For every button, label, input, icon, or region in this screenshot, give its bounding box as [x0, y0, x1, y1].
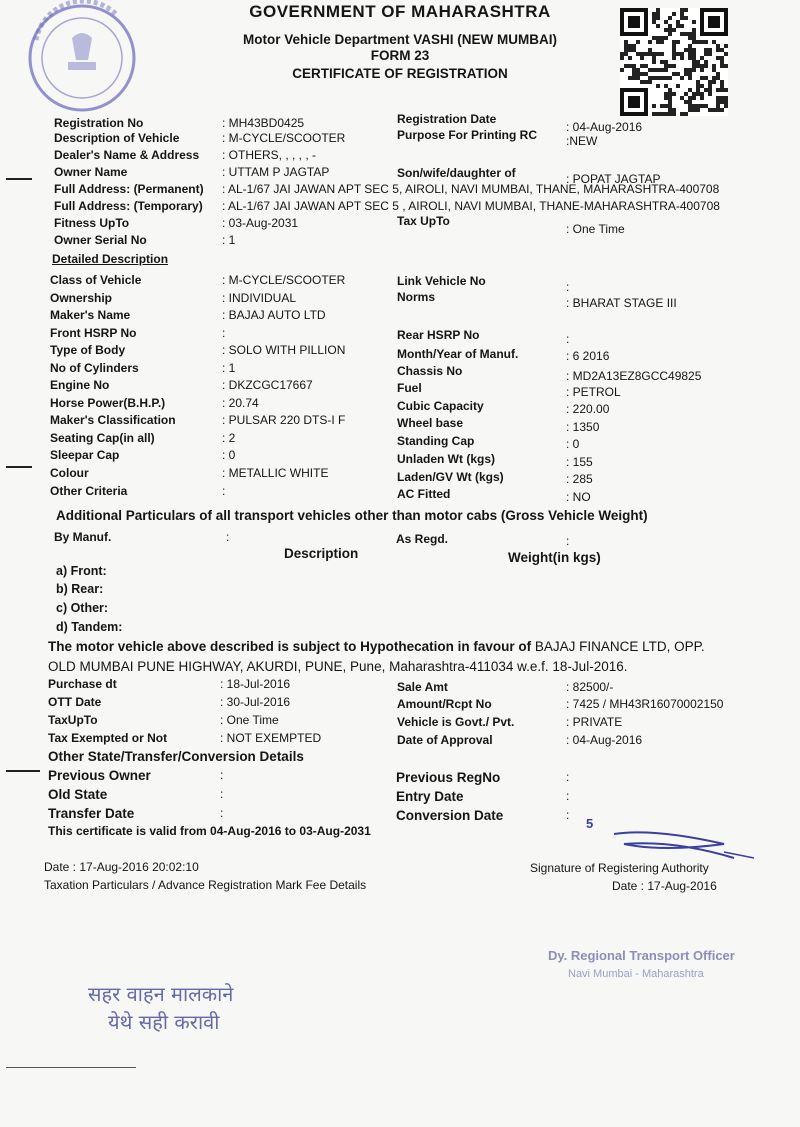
purchase-field-value: : One Time: [220, 713, 279, 727]
detail-field-right-label: Unladen Wt (kgs): [397, 452, 495, 466]
signature-mark: 5: [586, 816, 594, 831]
by-manuf-label: By Manuf.: [54, 530, 112, 544]
registration-field-value: : UTTAM P JAGTAP: [222, 165, 330, 179]
detail-field-right-label: Chassis No: [397, 364, 463, 378]
signature-label: Signature of Registering Authority: [530, 861, 709, 875]
hypothecation-statement: The motor vehicle above described is subject to Hypothecation in favour of: [48, 639, 532, 654]
detail-field-right-value: : 0: [566, 437, 580, 451]
detailed-description-heading: Detailed Description: [52, 252, 169, 266]
page-title: GOVERNMENT OF MAHARASHTRA: [249, 2, 551, 21]
transfer-field-label: Previous Owner: [48, 768, 151, 783]
purchase-field-right-label: Date of Approval: [397, 733, 493, 747]
detail-field-label: Seating Cap(in all): [50, 431, 155, 445]
registration-field-right-value: : POPAT JAGTAP: [566, 172, 661, 186]
margin-mark: [6, 770, 40, 772]
validity-statement: This certificate is valid from 04-Aug-2016 to 03-Aug-2031: [48, 824, 371, 838]
detail-field-label: Horse Power(B.H.P.): [50, 396, 166, 410]
transfer-field-right-label: Conversion Date: [396, 808, 504, 823]
detail-field-right-value: : 1350: [566, 420, 600, 434]
registration-field-right-value: :NEW: [566, 134, 598, 148]
purchase-field-right-value: : 82500/-: [566, 680, 614, 694]
purchase-field-label: Purchase dt: [48, 677, 117, 691]
taxation-particulars: Taxation Particulars / Advance Registration Mark Fee Details: [44, 878, 367, 892]
detail-field-label: Front HSRP No: [50, 326, 137, 340]
detail-field-right-value: : MD2A13EZ8GCC49825: [566, 369, 702, 383]
registration-field-right-value: : 04-Aug-2016: [566, 120, 643, 134]
form-number: FORM 23: [370, 48, 430, 63]
registration-field-value: : 03-Aug-2031: [222, 216, 299, 230]
detail-field-label: Sleepar Cap: [50, 448, 120, 462]
financier-name: BAJAJ FINANCE LTD, OPP.: [531, 639, 705, 654]
detail-field-label: Engine No: [50, 378, 110, 392]
detail-field-label: Ownership: [50, 291, 113, 305]
government-seal-icon: [20, 0, 140, 120]
detail-field-value: :: [222, 484, 226, 498]
detail-field-value: : 2: [222, 431, 236, 445]
print-date: Date : 17-Aug-2016 20:02:10: [44, 860, 199, 874]
as-regd-label: As Regd.: [396, 532, 449, 546]
transfer-field-right-value: :: [566, 789, 570, 803]
transfer-details-heading: Other State/Transfer/Conversion Details: [48, 749, 304, 764]
transfer-field-value: :: [220, 806, 224, 820]
hindi-instruction-line-2: येथे सही करावी: [108, 1010, 220, 1034]
detail-field-right-label: Standing Cap: [397, 434, 475, 448]
detail-field-right-label: Wheel base: [397, 416, 464, 430]
purchase-field-right-value: : 04-Aug-2016: [566, 733, 643, 747]
registration-field-label: Full Address: (Temporary): [54, 199, 203, 213]
detail-field-right-value: : 285: [566, 472, 593, 486]
purchase-field-value: : 30-Jul-2016: [220, 695, 291, 709]
registration-field-right-label: Purpose For Printing RC: [397, 128, 538, 142]
detail-field-label: Class of Vehicle: [50, 273, 142, 287]
detail-field-right-value: :: [566, 280, 570, 294]
registration-field-label: Full Address: (Permanent): [54, 182, 204, 196]
purchase-field-right-label: Vehicle is Govt./ Pvt.: [397, 715, 515, 729]
qr-code-icon: [620, 8, 728, 116]
detail-field-value: : BAJAJ AUTO LTD: [222, 308, 326, 322]
purchase-field-right-label: Amount/Rcpt No: [397, 697, 492, 711]
axle-front: a) Front:: [56, 564, 107, 578]
detail-field-right-value: : NO: [566, 490, 591, 504]
detail-field-value: :: [222, 326, 226, 340]
registration-field-value: : MH43BD0425: [222, 116, 305, 130]
axle-rear: b) Rear:: [56, 582, 104, 596]
detail-field-label: Other Criteria: [50, 484, 128, 498]
detail-field-right-value: : 155: [566, 455, 593, 469]
detail-field-right-label: Laden/GV Wt (kgs): [397, 470, 504, 484]
registration-field-right-label: Son/wife/daughter of: [397, 166, 516, 180]
certificate-title: CERTIFICATE OF REGISTRATION: [292, 66, 508, 81]
margin-mark: [6, 1067, 136, 1068]
registration-field-label: Description of Vehicle: [54, 131, 180, 145]
detail-field-value: : 0: [222, 448, 236, 462]
detail-field-right-value: :: [566, 332, 570, 346]
description-column-heading: Description: [284, 546, 359, 561]
transfer-field-right-label: Previous RegNo: [396, 770, 501, 785]
registration-field-label: Fitness UpTo: [54, 216, 130, 230]
detail-field-label: Type of Body: [50, 343, 126, 357]
detail-field-value: : METALLIC WHITE: [222, 466, 329, 480]
margin-mark: [6, 466, 32, 468]
detail-field-value: : INDIVIDUAL: [222, 291, 297, 305]
registration-field-label: Owner Name: [54, 165, 128, 179]
purchase-field-right-value: : PRIVATE: [566, 715, 623, 729]
purchase-field-label: OTT Date: [48, 695, 102, 709]
office-stamp-line-2: Navi Mumbai - Maharashtra: [568, 968, 704, 980]
transfer-field-right-label: Entry Date: [396, 789, 464, 804]
weight-column-heading: Weight(in kgs): [508, 550, 601, 565]
detail-field-label: Maker's Classification: [50, 413, 176, 427]
axle-other: c) Other:: [56, 601, 109, 615]
registration-field-value: : M-CYCLE/SCOOTER: [222, 131, 346, 145]
registration-field-right-label: Tax UpTo: [397, 214, 450, 228]
transfer-field-right-value: :: [566, 770, 570, 784]
detail-field-right-value: : BHARAT STAGE III: [566, 296, 677, 310]
hindi-instruction-line-1: सहर वाहन मालकाने: [88, 982, 234, 1006]
detail-field-right-label: Fuel: [397, 381, 422, 395]
detail-field-label: No of Cylinders: [50, 361, 139, 375]
purchase-field-right-label: Sale Amt: [397, 680, 448, 694]
detail-field-value: : PULSAR 220 DTS-I F: [222, 413, 346, 427]
detail-field-right-label: Cubic Capacity: [397, 399, 484, 413]
transfer-field-value: :: [220, 787, 224, 801]
purchase-field-right-value: : 7425 / MH43R16070002150: [566, 697, 724, 711]
registration-field-label: Owner Serial No: [54, 233, 147, 247]
detail-field-label: Maker's Name: [50, 308, 131, 322]
detail-field-value: : M-CYCLE/SCOOTER: [222, 273, 346, 287]
registration-field-value: : OTHERS, , , , , -: [222, 148, 317, 162]
hypothecation-line-1: [48, 639, 705, 654]
detail-field-right-label: Rear HSRP No: [397, 328, 480, 342]
registration-field-value: : AL-1/67 JAI JAWAN APT SEC 5 , AIROLI, NAVI MUMBAI, THANE-MAHARASHTRA-400708: [222, 199, 720, 213]
detail-field-right-label: AC Fitted: [397, 487, 451, 501]
transfer-field-right-value: :: [566, 808, 570, 822]
detail-field-value: : 20.74: [222, 396, 259, 410]
registration-field-label: Registration No: [54, 116, 144, 130]
transfer-field-label: Old State: [48, 787, 108, 802]
detail-field-value: : SOLO WITH PILLION: [222, 343, 346, 357]
detail-field-right-label: Norms: [397, 290, 436, 304]
detail-field-right-label: Link Vehicle No: [397, 274, 486, 288]
registration-field-value: : AL-1/67 JAI JAWAN APT SEC 5, AIROLI, NAVI MUMBAI, THANE, MAHARASHTRA-400708: [222, 182, 720, 196]
as-regd-colon: :: [566, 534, 570, 548]
detail-field-value: : 1: [222, 361, 236, 375]
detail-field-value: : DKZCGC17667: [222, 378, 313, 392]
purchase-field-label: Tax Exempted or Not: [48, 731, 168, 745]
detail-field-right-value: : 6 2016: [566, 349, 610, 363]
registration-field-value: : 1: [222, 233, 236, 247]
axle-tandem: d) Tandem:: [56, 620, 123, 634]
detail-field-label: Colour: [50, 466, 89, 480]
by-manuf-colon: :: [226, 530, 230, 544]
purchase-field-label: TaxUpTo: [48, 713, 98, 727]
detail-field-right-label: Month/Year of Manuf.: [397, 347, 519, 361]
transfer-field-value: :: [220, 768, 224, 782]
purchase-field-value: : NOT EXEMPTED: [220, 731, 322, 745]
registration-field-right-label: Registration Date: [397, 112, 497, 126]
additional-particulars-heading: Additional Particulars of all transport vehicles other than motor cabs (Gross Vehicle Weight): [56, 508, 648, 523]
transfer-field-label: Transfer Date: [48, 806, 135, 821]
detail-field-right-value: : PETROL: [566, 385, 621, 399]
margin-mark: [6, 178, 32, 180]
department-title: Motor Vehicle Department VASHI (NEW MUMBAI): [242, 32, 558, 47]
registration-field-label: Dealer's Name & Address: [54, 148, 200, 162]
registration-field-right-value: : One Time: [566, 222, 625, 236]
office-stamp-line-1: Dy. Regional Transport Officer: [548, 948, 735, 963]
detail-field-right-value: : 220.00: [566, 402, 610, 416]
hypothecation-line-2: OLD MUMBAI PUNE HIGHWAY, AKURDI, PUNE, Pune, Maharashtra-411034 w.e.f. 18-Jul-2016.: [48, 659, 628, 674]
signature-date: Date : 17-Aug-2016: [612, 879, 717, 893]
purchase-field-value: : 18-Jul-2016: [220, 677, 291, 691]
